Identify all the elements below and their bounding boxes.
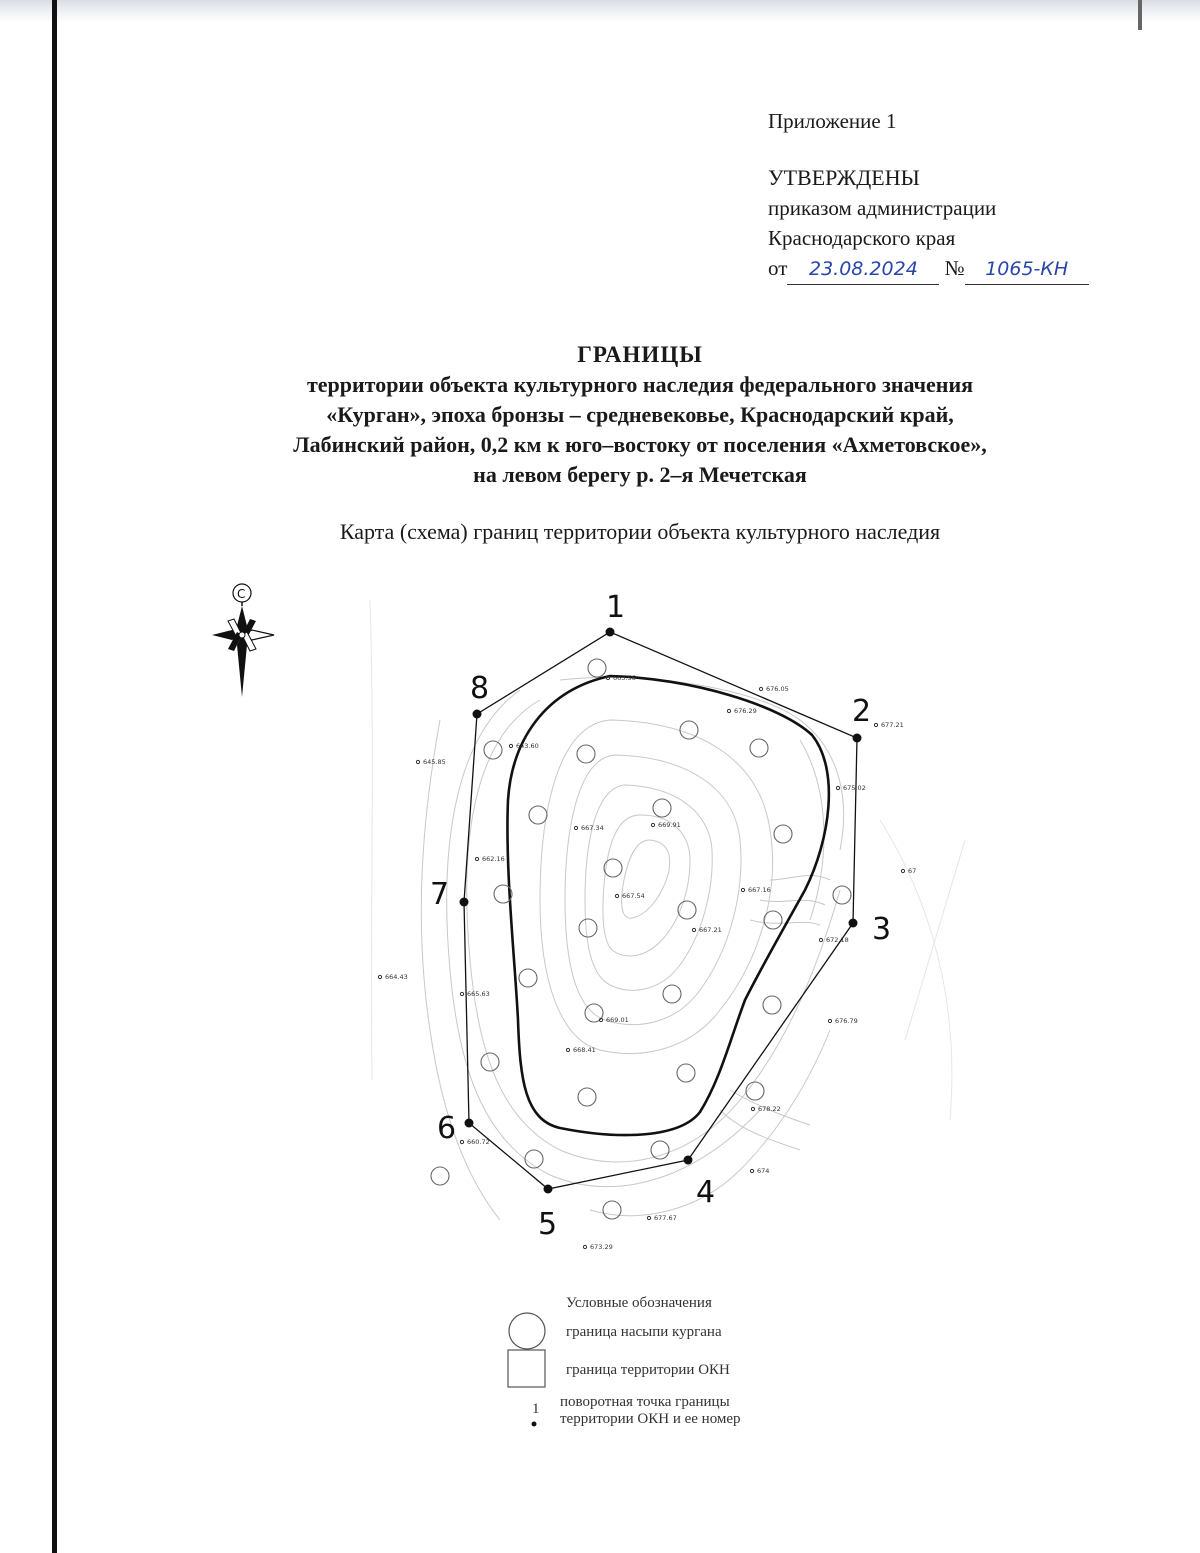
title-main: ГРАНИЦЫ xyxy=(577,342,703,367)
elev-0 xyxy=(759,685,788,693)
elev-24 xyxy=(901,867,916,875)
point-label-2: 2 xyxy=(852,694,872,729)
number-handwritten: 1065-КН xyxy=(965,254,1089,285)
svg-text:67: 67 xyxy=(908,867,917,875)
point-label-7: 7 xyxy=(430,877,450,912)
elev-6 xyxy=(651,821,680,829)
svg-text:667.16: 667.16 xyxy=(748,886,771,894)
order-line-2: Краснодарского края xyxy=(768,226,956,250)
boundary-point-5 xyxy=(544,1185,553,1194)
elev-20 xyxy=(647,1214,676,1222)
order-line-1: приказом администрации xyxy=(768,196,997,220)
compass-letter: С xyxy=(237,587,246,601)
point-label-4: 4 xyxy=(696,1175,716,1210)
boundary-point-dots xyxy=(460,628,862,1194)
point-label-3: 3 xyxy=(872,912,892,947)
svg-text:677.67: 677.67 xyxy=(654,1214,677,1222)
svg-text:664.43: 664.43 xyxy=(385,973,408,981)
title-line-2: «Курган», эпоха бронзы – средневековье, Краснодарский край, xyxy=(326,402,954,427)
elev-11 xyxy=(692,926,721,934)
elev-21 xyxy=(583,1243,612,1251)
legend-title: Условные обозначения xyxy=(566,1295,712,1311)
boundary-point-7 xyxy=(460,898,469,907)
elev-14 xyxy=(460,990,489,998)
svg-text:662.16: 662.16 xyxy=(482,855,505,863)
elev-18 xyxy=(751,1105,780,1113)
legend-point-text-1: поворотная точка границы xyxy=(560,1394,730,1410)
point-label-1: 1 xyxy=(606,590,626,625)
date-prefix: от xyxy=(768,256,788,280)
elev-17 xyxy=(828,1017,857,1025)
svg-text:676.79: 676.79 xyxy=(835,1017,858,1025)
number-prefix: № xyxy=(944,256,965,280)
mound-boundary xyxy=(507,676,828,1135)
approved-label: УТВЕРЖДЕНЫ xyxy=(768,165,920,190)
appendix-label: Приложение 1 xyxy=(768,109,897,133)
title-line-4: на левом берегу р. 2–я Мечетская xyxy=(473,462,807,487)
elev-7 xyxy=(416,758,445,766)
elev-22 xyxy=(460,1138,489,1146)
boundary-point-1 xyxy=(606,628,615,637)
map-caption: Карта (схема) границ территории объекта культурного наследия xyxy=(339,519,941,544)
point-label-5: 5 xyxy=(538,1207,558,1242)
title-line-1: территории объекта культурного наследия федерального значения xyxy=(306,372,974,397)
elev-23 xyxy=(509,742,538,750)
elev-5 xyxy=(574,824,603,832)
boundary-point-3 xyxy=(849,919,858,928)
svg-text:677.21: 677.21 xyxy=(881,721,904,729)
svg-text:669.91: 669.91 xyxy=(658,821,681,829)
svg-text:676.05: 676.05 xyxy=(766,685,789,693)
legend-territory-text: граница территории ОКН xyxy=(566,1362,730,1378)
territory-boundary xyxy=(464,632,857,1189)
svg-text:675.02: 675.02 xyxy=(843,784,866,792)
boundary-point-6 xyxy=(465,1119,474,1128)
legend-mound-symbol xyxy=(509,1313,545,1349)
map-legend xyxy=(508,1295,741,1427)
svg-text:667.54: 667.54 xyxy=(622,892,645,900)
svg-text:665.63: 665.63 xyxy=(467,990,490,998)
svg-text:643.60: 643.60 xyxy=(516,742,539,750)
elev-16 xyxy=(566,1046,595,1054)
legend-mound-text: граница насыпи кургана xyxy=(566,1324,722,1340)
elev-10 xyxy=(741,886,770,894)
legend-territory-symbol xyxy=(508,1350,545,1387)
svg-text:667.21: 667.21 xyxy=(699,926,722,934)
svg-text:673.29: 673.29 xyxy=(590,1243,613,1251)
elev-19 xyxy=(750,1167,769,1175)
faint-lines xyxy=(370,600,965,1120)
point-label-8: 8 xyxy=(470,671,490,706)
svg-text:674: 674 xyxy=(757,1167,770,1175)
svg-text:660.72: 660.72 xyxy=(467,1138,490,1146)
boundary-point-4 xyxy=(684,1156,693,1165)
elev-13 xyxy=(378,973,407,981)
date-handwritten: 23.08.2024 xyxy=(787,254,939,285)
legend-point-symbol xyxy=(532,1422,537,1427)
legend-point-text-2: территории ОКН и ее номер xyxy=(560,1411,741,1427)
elevation-marks xyxy=(378,674,916,1251)
elev-2 xyxy=(874,721,903,729)
title-line-3: Лабинский район, 0,2 км к юго–востоку от поселения «Ахметовское», xyxy=(293,432,987,457)
svg-text:645.85: 645.85 xyxy=(423,758,446,766)
elev-9 xyxy=(615,892,644,900)
boundary-point-labels xyxy=(430,590,891,1242)
elev-1 xyxy=(727,707,756,715)
boundary-point-8 xyxy=(473,710,482,719)
svg-text:672.18: 672.18 xyxy=(826,936,849,944)
elev-8 xyxy=(475,855,504,863)
svg-text:669.01: 669.01 xyxy=(606,1016,629,1024)
point-label-6: 6 xyxy=(437,1111,457,1146)
compass-rose-icon xyxy=(212,584,274,697)
svg-text:678.22: 678.22 xyxy=(758,1105,781,1113)
svg-text:663.56: 663.56 xyxy=(613,674,636,682)
svg-text:676.29: 676.29 xyxy=(734,707,757,715)
boundary-point-2 xyxy=(853,734,862,743)
svg-text:667.34: 667.34 xyxy=(581,824,604,832)
svg-text:668.41: 668.41 xyxy=(573,1046,596,1054)
legend-point-number: 1 xyxy=(532,1401,540,1417)
